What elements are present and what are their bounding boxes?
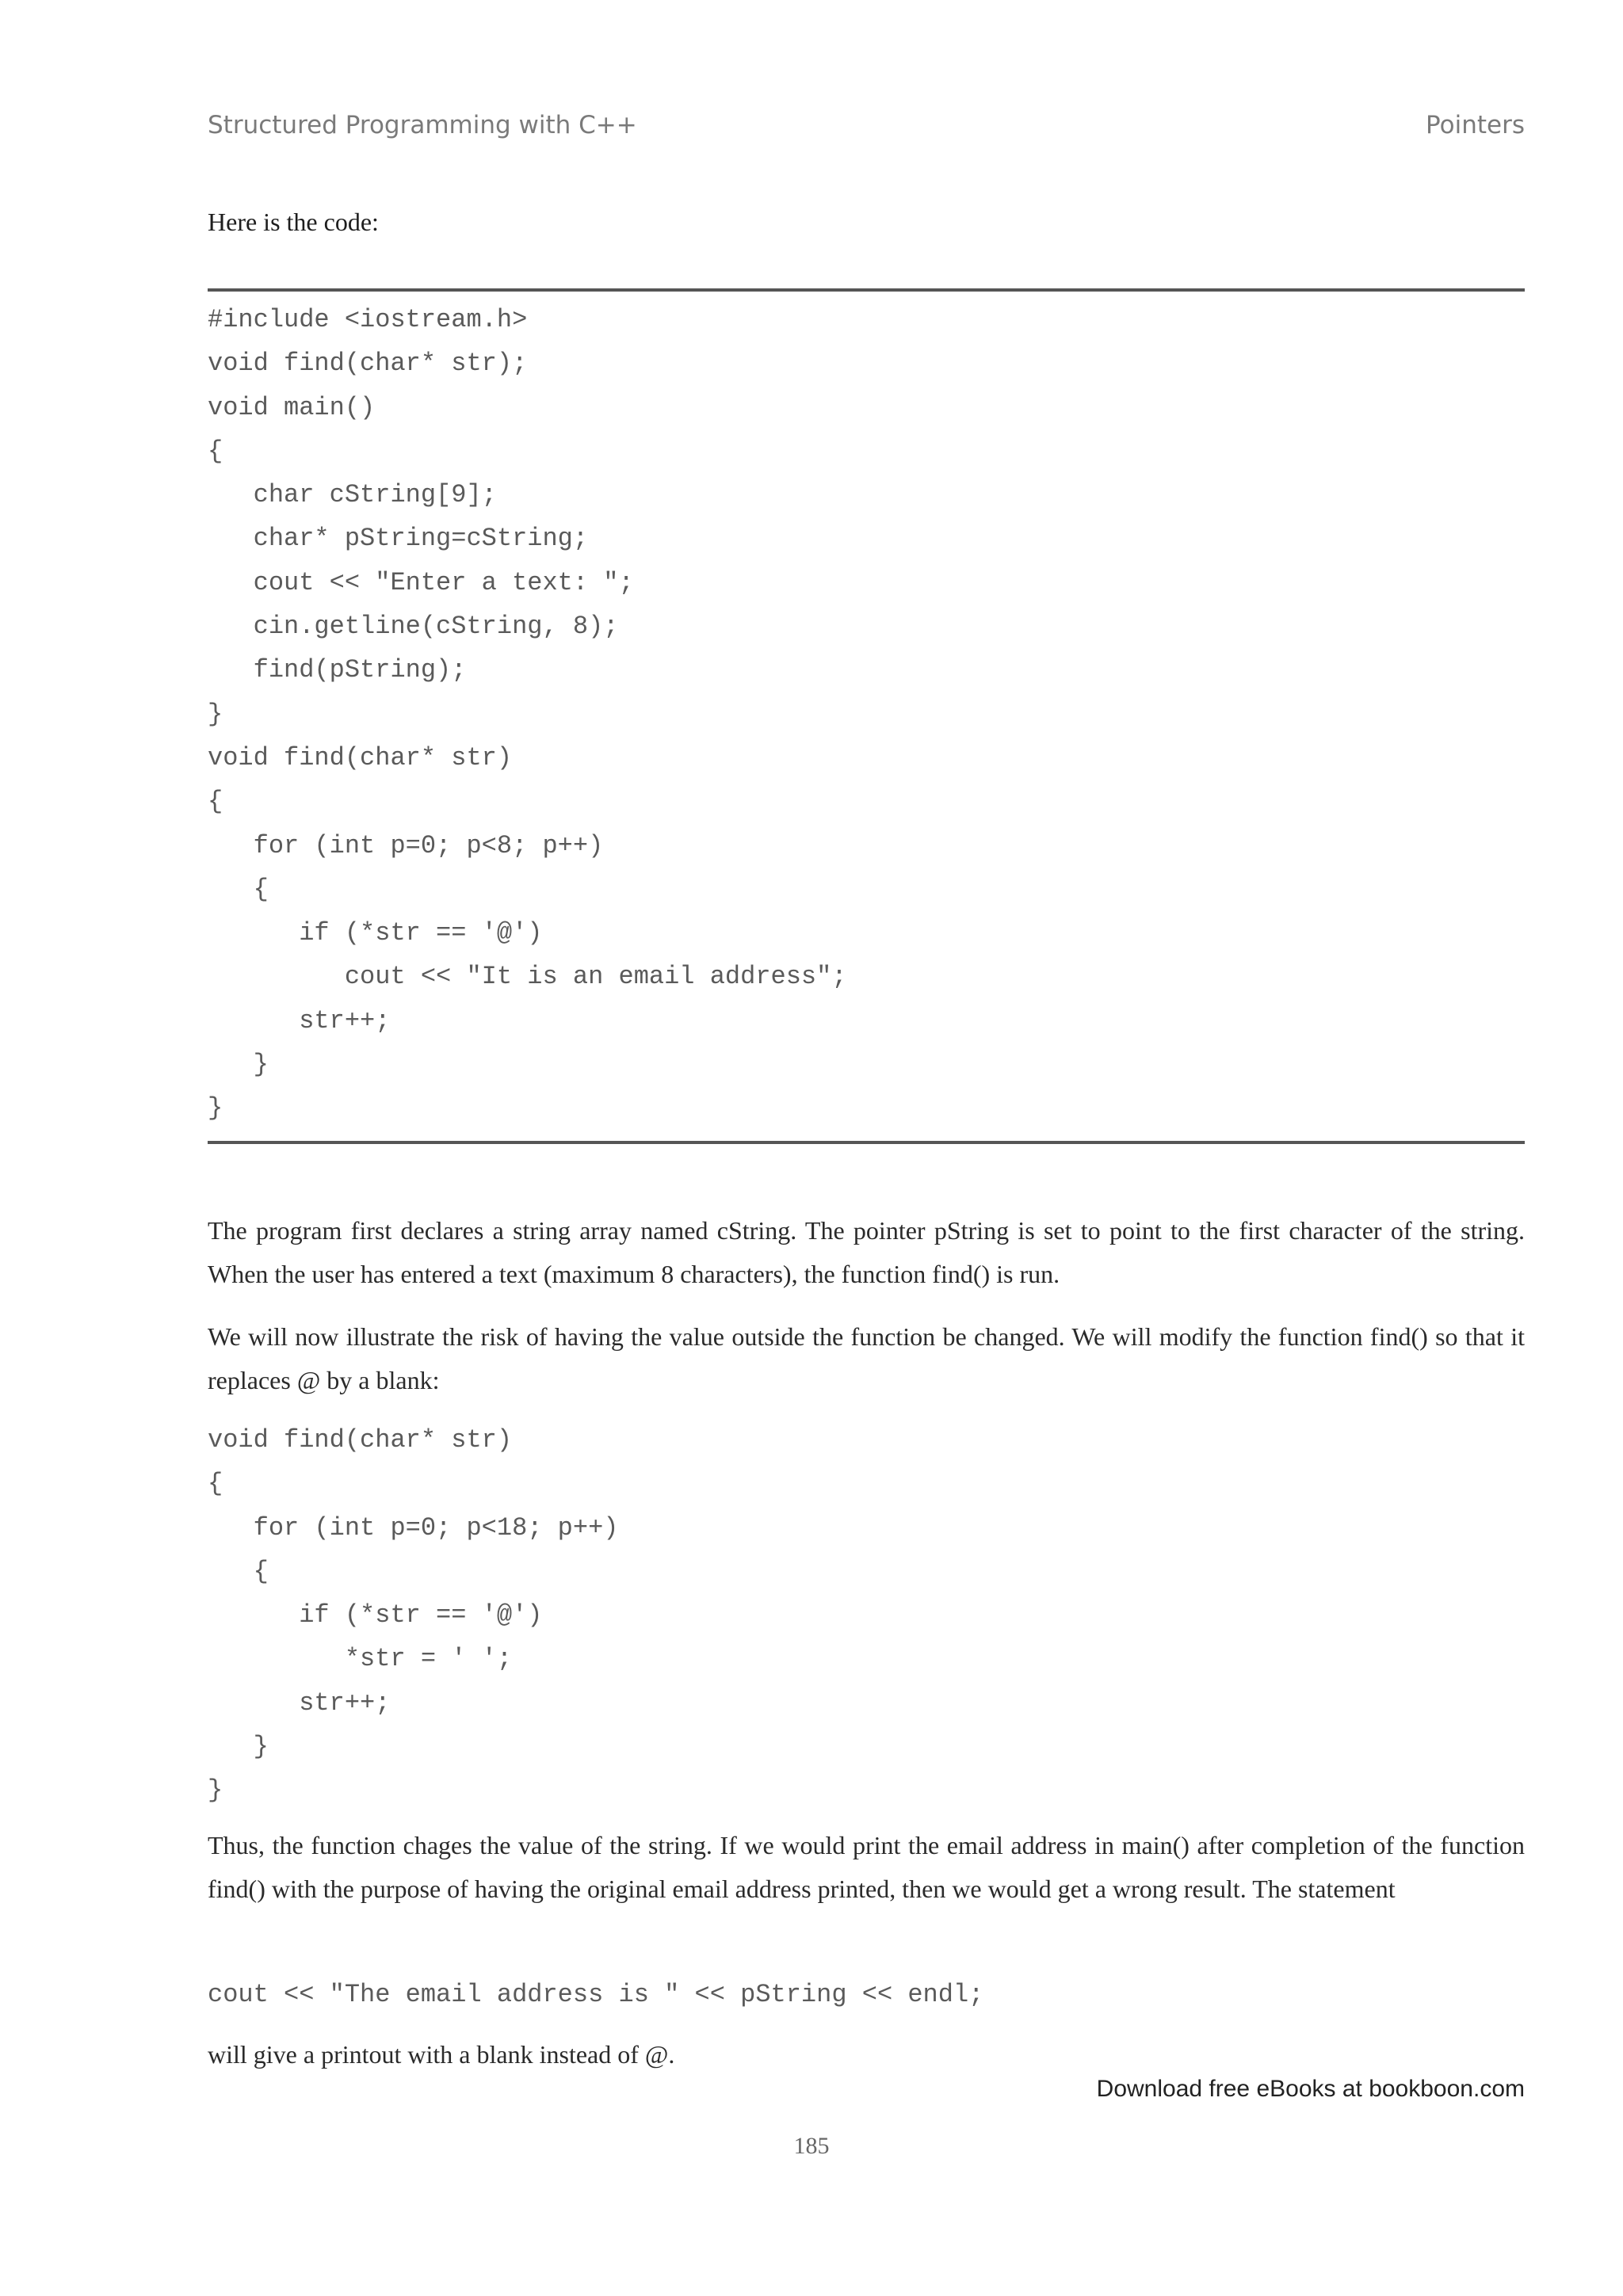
- code-statement: cout << "The email address is " << pString << endl;: [208, 1980, 984, 2009]
- chapter-title: Pointers: [1426, 111, 1525, 139]
- code-block-main: #include <iostream.h> void find(char* str); void main() { char cString[9]; char* pString=cString; cout << "Enter a text: "; cin.getline(cString, 8); find(pString); } void find(char* str) { for (int p=0; p<8; p++) { if (*str == '@') cout << "It is an email address"; str++; } }: [208, 305, 847, 1123]
- download-link[interactable]: Download free eBooks at bookboon.com: [1096, 2076, 1525, 2102]
- intro-text: Here is the code:: [208, 208, 379, 236]
- page-number: 185: [793, 2133, 830, 2159]
- code-block-find: void find(char* str) { for (int p=0; p<18; p++) { if (*str == '@') *str = ' '; str++; } }: [208, 1425, 619, 1806]
- paragraph-printout: will give a printout with a blank instead of @.: [208, 2040, 675, 2069]
- code-bottom-rule: [208, 1141, 1525, 1144]
- paragraph-result: Thus, the function chages the value of the string. If we would print the email address in main() after completion of the function find() with the purpose of having the original email address printed, then we would get a wrong result. The statement: [208, 1831, 1525, 1903]
- paragraph-modify: We will now illustrate the risk of having the value outside the function be changed. We will modify the function find() so that it replaces @ by a blank:: [208, 1322, 1525, 1394]
- paragraph-explanation: The program first declares a string array named cString. The pointer pString is set to point to the first character of the string. When the user has entered a text (maximum 8 characters), the function find() is run.: [208, 1216, 1525, 1288]
- book-title: Structured Programming with C++: [208, 111, 637, 139]
- running-header: [208, 111, 1525, 139]
- code-top-rule: [208, 288, 1525, 292]
